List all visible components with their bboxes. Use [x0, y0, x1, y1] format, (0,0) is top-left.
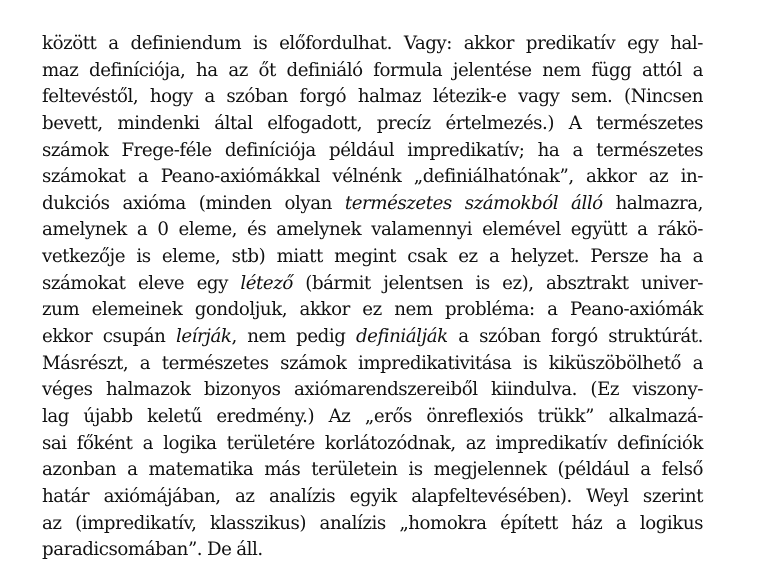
text-run: feltevéstől, hogy a szóban forgó halmaz létezik-e vagy sem. (Nincsen — [42, 86, 703, 108]
text-run: számokat a Peano-axiómákkal vélnénk „definiálhatónak”, akkor az in- — [42, 166, 703, 188]
text-line — [42, 164, 703, 191]
text-run: , nem pedig — [231, 326, 356, 348]
italic-text: leírják — [175, 326, 232, 348]
text-run: véges halmazok bizonyos axiómarendszereiből kiindulva. (Ez viszony- — [42, 379, 703, 401]
text-line — [42, 217, 703, 244]
text-run: (bármit jelentsen is ez), absztrakt univer- — [292, 272, 704, 294]
text-line — [42, 31, 703, 58]
text-run: között a definiendum is előfordulhat. Vagy: akkor predikatív egy hal- — [42, 33, 703, 54]
text-run: bevett, mindenki által elfogadott, precíz értelmezés.) A természetes — [42, 112, 703, 134]
text-line — [42, 377, 703, 404]
text-run: amelynek a 0 eleme, és amelynek valamennyi elemével együtt a rákö- — [42, 219, 703, 241]
text-line — [42, 537, 703, 564]
italic-text: definiálják — [355, 326, 448, 348]
text-run: számokat eleve egy — [42, 272, 241, 294]
text-line — [42, 351, 703, 378]
text-line — [42, 511, 703, 538]
text-run: vetkezője is eleme, stb) miatt megint csak ez a helyzet. Persze ha a — [42, 246, 703, 268]
text-line — [42, 404, 703, 431]
text-run: az (impredikatív, klasszikus) analízis „homokra épített ház a logikus — [42, 512, 703, 534]
text-run: halmazra, — [602, 192, 703, 214]
text-line — [42, 271, 703, 298]
text-line — [42, 484, 703, 511]
text-line — [42, 58, 703, 85]
text-run: dukciós axióma (minden olyan — [42, 192, 345, 214]
text-run: határ axiómájában, az analízis egyik alapfeltevésében). Weyl szerint — [42, 485, 703, 507]
paragraph — [42, 31, 703, 564]
italic-text: létező — [240, 272, 293, 294]
text-run: Másrészt, a természetes számok impredikativitása is kiküszöbölhető a — [42, 352, 703, 374]
text-line — [42, 244, 703, 271]
text-line — [42, 457, 703, 484]
text-line — [42, 324, 703, 351]
text-line — [42, 431, 703, 458]
italic-text: természetes számokból álló — [344, 192, 603, 214]
text-run: a szóban forgó struktúrát. — [447, 326, 703, 348]
text-run: lag újabb keletű eredmény.) Az „erős önreflexiós trükk” alkalmazá- — [42, 405, 703, 427]
text-run: számok Frege-féle definíciója például impredikatív; ha a természetes — [42, 139, 703, 161]
text-line — [42, 84, 703, 111]
text-line — [42, 111, 703, 138]
text-run: azonban a matematika más területein is megjelennek (például a felső — [42, 459, 703, 481]
text-run: paradicsomában”. De áll. — [42, 539, 263, 561]
text-line — [42, 191, 703, 218]
text-run: maz definíciója, ha az őt definiáló formula jelentése nem függ attól a — [42, 59, 703, 81]
text-run: ekkor csupán — [42, 326, 176, 348]
text-line — [42, 297, 703, 324]
text-line — [42, 138, 703, 165]
text-run: sai főként a logika területére korlátozódnak, az impredikatív definíciók — [42, 432, 703, 454]
text-run: zum elemeinek gondoljuk, akkor ez nem probléma: a Peano-axiómák — [42, 299, 703, 321]
